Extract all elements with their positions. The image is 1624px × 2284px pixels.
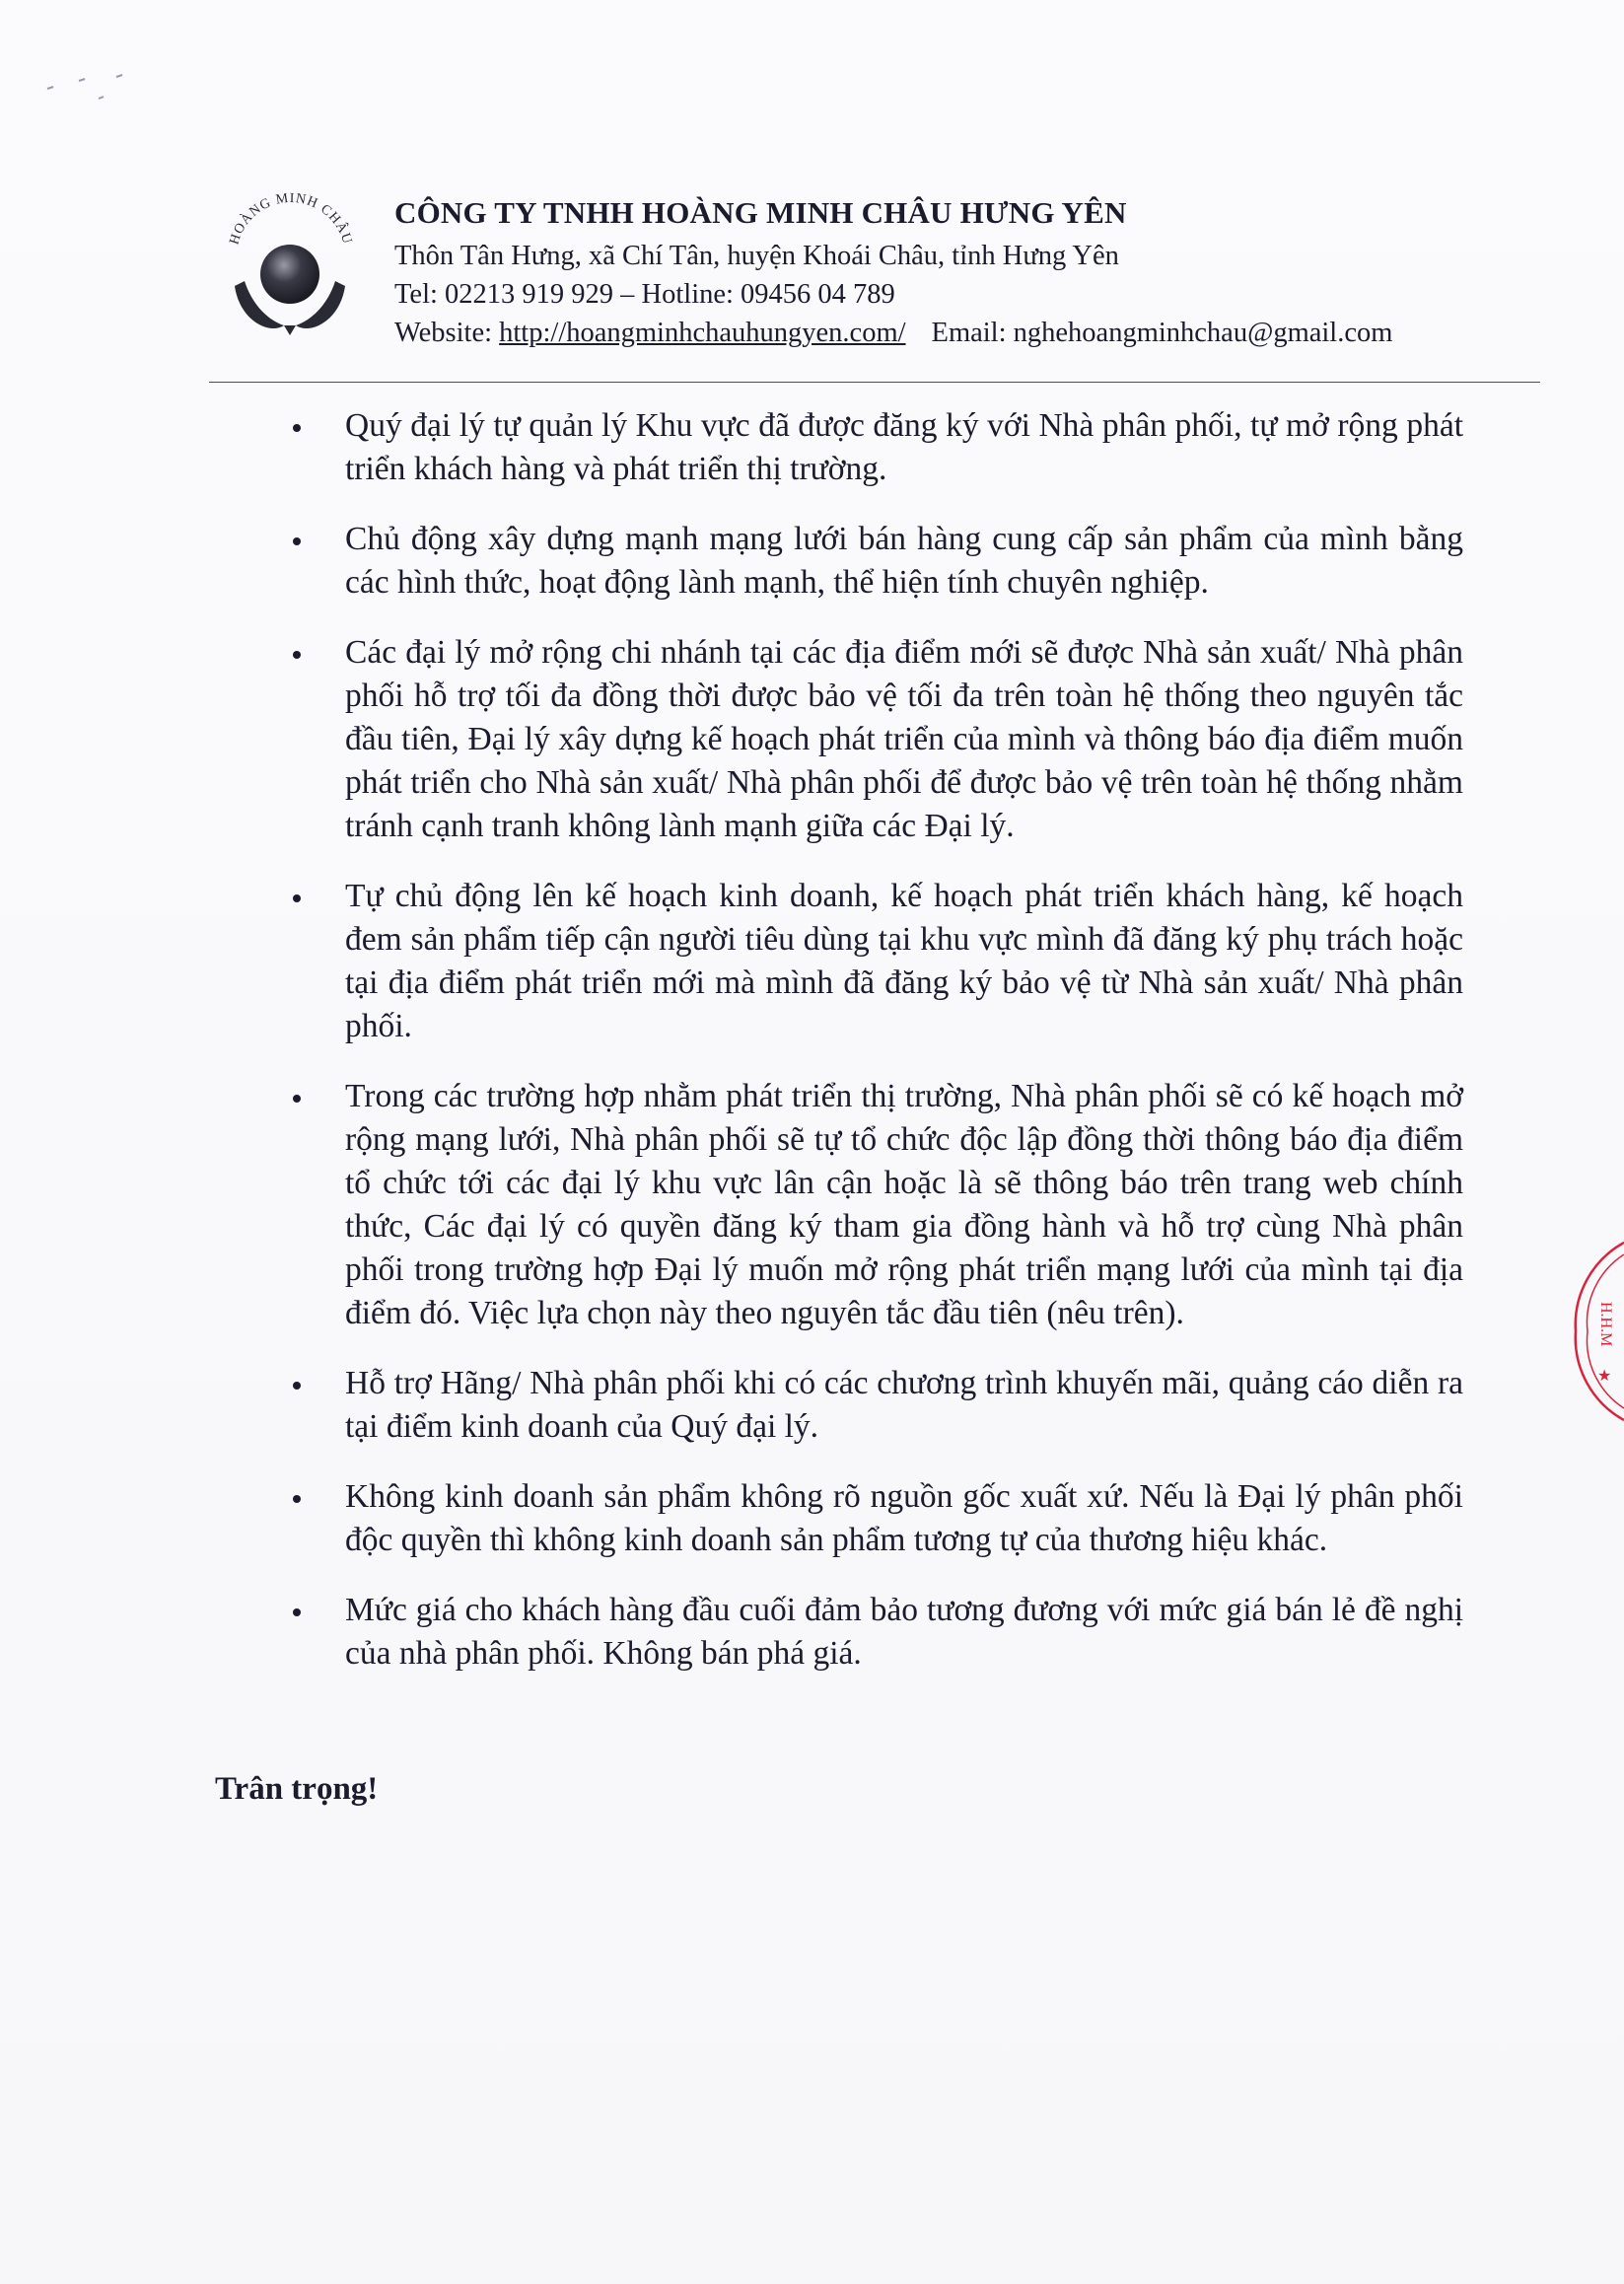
company-phone: Tel: 02213 919 929 – Hotline: 09456 04 789 <box>394 279 895 310</box>
company-info <box>394 195 1578 352</box>
list-item: Không kinh doanh sản phẩm không rõ nguồn gốc xuất xứ. Nếu là Đại lý phân phối độc quyền thì không kinh doanh sản phẩm tương tự của thương hiệu khác. <box>292 1475 1463 1562</box>
email-label: Email: <box>931 318 1007 348</box>
bullet-icon <box>293 1608 301 1616</box>
company-logo <box>215 187 363 345</box>
header-divider <box>209 382 1540 383</box>
bullet-icon <box>293 424 301 432</box>
list-item: Tự chủ động lên kế hoạch kinh doanh, kế hoạch phát triển khách hàng, kế hoạch đem sản phẩm tiếp cận người tiêu dùng tại khu vực mình đã đăng ký phụ trách hoặc tại địa điểm phát triển mới mà mình đã đăng ký bảo vệ từ Nhà sản xuất/ Nhà phân phối. <box>292 875 1463 1048</box>
obligations-list <box>292 404 1463 1676</box>
website-label: Website: <box>394 318 493 348</box>
list-item: Chủ động xây dựng mạnh mạng lưới bán hàng cung cấp sản phẩm của mình bằng các hình thức, hoạt động lành mạnh, thể hiện tính chuyên nghiệp. <box>292 518 1463 605</box>
svg-text:★: ★ <box>1597 1366 1612 1385</box>
closing-salutation: Trân trọng! <box>215 1771 379 1807</box>
email-address[interactable]: nghehoangminhchau@gmail.com <box>1013 318 1393 348</box>
list-item: Các đại lý mở rộng chi nhánh tại các địa điểm mới sẽ được Nhà sản xuất/ Nhà phân phối hỗ trợ tối đa đồng thời được bảo vệ tối đa trên toàn hệ thống theo nguyên tắc đầu tiên, Đại lý xây dựng kế hoạch phát triển của mình và thông báo địa điểm muốn phát triển cho Nhà sản xuất/ Nhà phân phối để được bảo vệ trên toàn hệ thống nhằm tránh cạnh tranh không lành mạnh giữa các Đại lý. <box>292 631 1463 848</box>
stamp-text: H.H.M <box>1597 1302 1614 1347</box>
list-item: Hỗ trợ Hãng/ Nhà phân phối khi có các chương trình khuyến mãi, quảng cáo diễn ra tại điểm kinh doanh của Quý đại lý. <box>292 1362 1463 1449</box>
svg-text:HOÀNG MINH CHÂU <box>227 191 354 247</box>
bullet-icon <box>293 1095 301 1103</box>
list-item: Trong các trường hợp nhằm phát triển thị trường, Nhà phân phối sẽ có kế hoạch mở rộng mạng lưới, Nhà phân phối sẽ tự tổ chức độc lập đồng thời thông báo địa điểm tổ chức tới các đại lý khu vực lân cận hoặc là sẽ thông báo trên trang web chính thức, Các đại lý có quyền đăng ký tham gia đồng hành và hỗ trợ cùng Nhà phân phối trong trường hợp Đại lý muốn mở rộng phát triển mạng lưới của mình tại địa điểm đó. Việc lựa chọn này theo nguyên tắc đầu tiên (nêu trên). <box>292 1075 1463 1335</box>
bullet-icon <box>293 894 301 902</box>
company-name: CÔNG TY TNHH HOÀNG MINH CHÂU HƯNG YÊN <box>394 195 1127 230</box>
list-item: Mức giá cho khách hàng đầu cuối đảm bảo tương đương với mức giá bán lẻ đề nghị của nhà phân phối. Không bán phá giá. <box>292 1589 1463 1676</box>
bullet-icon <box>293 651 301 659</box>
logo-text: HOÀNG MINH CHÂU <box>227 190 355 247</box>
list-item: Quý đại lý tự quản lý Khu vực đã được đăng ký với Nhà phân phối, tự mở rộng phát triển khách hàng và phát triển thị trường. <box>292 404 1463 491</box>
bullet-icon <box>293 1382 301 1390</box>
company-address: Thôn Tân Hưng, xã Chí Tân, huyện Khoái Châu, tỉnh Hưng Yên <box>394 241 1119 271</box>
stamp-fragment <box>1558 1233 1624 1430</box>
website-link[interactable]: http://hoangminhchauhungyen.com/ <box>499 318 906 348</box>
bullet-icon <box>293 537 301 545</box>
scan-marks <box>39 59 128 118</box>
document-body <box>292 404 1463 1702</box>
bullet-icon <box>293 1495 301 1503</box>
company-contact-line <box>394 314 1578 352</box>
